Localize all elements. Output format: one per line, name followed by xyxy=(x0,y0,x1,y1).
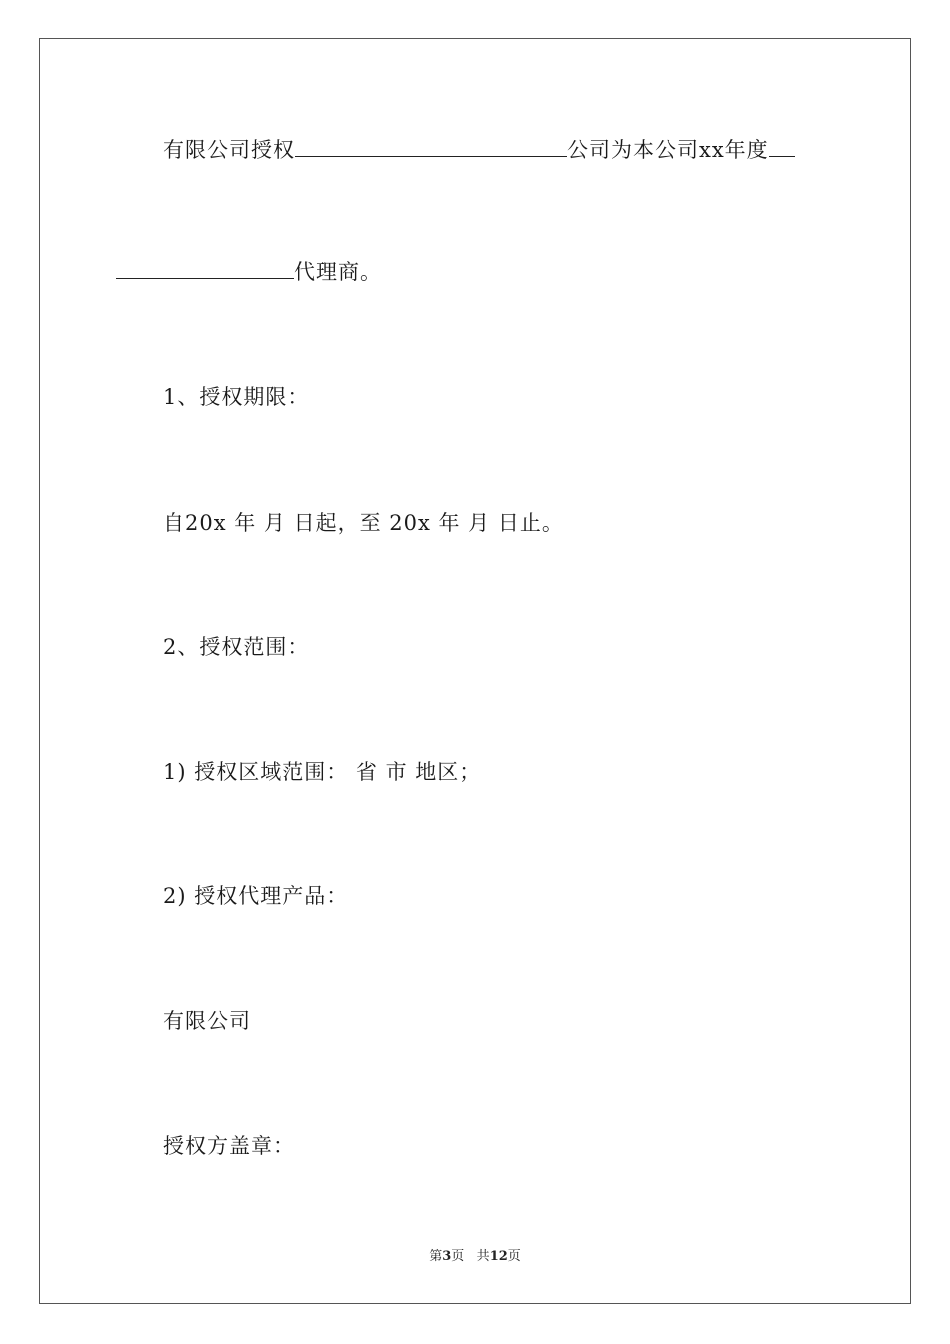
total-pages: 12 xyxy=(489,1249,508,1264)
authorized-company-blank[interactable] xyxy=(295,136,567,157)
section-2-heading: 2、授权范围： xyxy=(163,635,310,659)
company-label: 有限公司 xyxy=(163,1009,251,1033)
company-year-text: 公司为本公司xx年度 xyxy=(567,138,769,162)
total-suffix: 页 xyxy=(507,1249,521,1264)
authorization-line-1 xyxy=(163,136,795,164)
page-prefix: 第 xyxy=(429,1249,443,1264)
page-border xyxy=(39,38,911,1304)
authorized-products-text: 2) 授权代理产品： xyxy=(163,884,349,908)
total-prefix: 共 xyxy=(476,1249,490,1264)
authorized-region-text: 1) 授权区域范围： 省 市 地区； xyxy=(163,760,482,784)
agent-suffix-text: 代理商。 xyxy=(294,260,382,284)
section-1-heading: 1、授权期限： xyxy=(163,385,310,409)
seal-label: 授权方盖章： xyxy=(163,1134,295,1158)
agent-type-blank-start[interactable] xyxy=(769,136,795,157)
authorization-line-2 xyxy=(116,258,382,286)
authorizing-company-text: 有限公司授权 xyxy=(163,138,295,162)
page-suffix: 页 xyxy=(451,1249,465,1264)
page-footer xyxy=(0,1248,950,1266)
authorization-period-text: 自20x 年 月 日起，至 20x 年 月 日止。 xyxy=(163,511,564,535)
agent-type-blank[interactable] xyxy=(116,258,294,279)
page-number: 3 xyxy=(442,1249,452,1264)
